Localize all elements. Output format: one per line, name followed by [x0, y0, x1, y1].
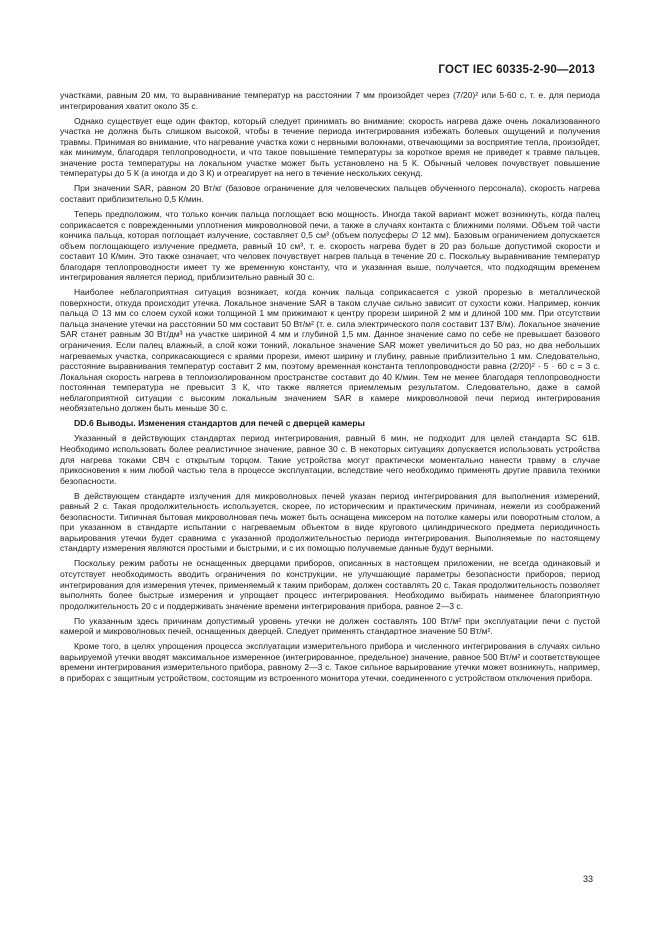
- page-number: 33: [582, 874, 593, 884]
- paragraph: Кроме того, в целях упрощения процесса эксплуатации измерительного прибора и численного интегрирования в случаях сильно варьируемой утечки вводят максимальное измеренное (интегрированное, предельное) значение, равное 500 Вт/м² и соответствующее времени интегрирования измерительного прибора, равному 2—3 с. Такое сильное варьирование утечки может возникнуть, например, в приборах с защитным устройством, состоящим из встроенного монитора утечки, соединенного с устройством отключения прибора.: [60, 641, 600, 683]
- paragraph: Указанный в действующих стандартах период интегрирования, равный 6 мин, не подходит для целей стандарта SC 61B. Необходимо использовать более реалистичное значение, равное 30 с. В некоторых ситуациях допускается использовать устройства для нагрева токами СВЧ с открытым торцом. Такие устройства могут практически моментально нанести травму в случае прикосновения к ним любой частью тела в процессе эксплуатации, вследствие чего необходимо применять другие правила техники безопасности.: [60, 433, 600, 486]
- paragraph: участками, равным 20 мм, то выравнивание температур на расстоянии 7 мм произойдет через (7/20)² или 5·60 с, т. е. для периода интегрирования хватит около 35 с.: [60, 90, 600, 111]
- paragraph: Наиболее неблагоприятная ситуация возникает, когда кончик пальца соприкасается с узкой прорезью в металлической поверхности, откуда происходит утечка. Локальное значение SAR в таком случае сильно зависит от сухости кожи. Например, кончик пальца ∅ 13 мм со слоем сухой кожи толщиной 1 мм прижимают к центру прорези шириной 2 мм и длиной 100 мм. При отсутствии пальца значение утечки на расстоянии 50 мм составит 50 Вт/м² (т. е. сила электрического поля составит 137 В/м). Локальное значение SAR станет равным 30 Вт/дм³ на участке шириной 4 мм и глубиной 1,5 мм. Данное значение само по себе не превышает базового ограничения. Если палец влажный, а слой кожи тонкий, локальное значение SAR может увеличиться до 50 раз, но два небольших нагреваемых участка, соприкасающиеся с краями прорези, имеют ширину и глубину, равные приблизительно 1 мм. Следовательно, расстояние выравнивания температур составит 2 мм, поэтому временная константа теплопроводности равна (2/20)² · 5 · 60 с = 3 с. Локальная скорость нагрева в теплоизолированном пространстве составит до 40 К/мин. Тем не менее благодаря теплопроводности постоянная температура не превысит 3 К, что также является приемлемым результатом. Следовательно, даже в самой неблагоприятной ситуации с высоким локальным значением SAR в камере микроволновой печи период интегрирования необязательно должен быть меньше 30 с.: [60, 287, 600, 414]
- document-code-header: ГОСТ IEC 60335-2-90—2013: [438, 64, 595, 76]
- paragraph: Поскольку режим работы не оснащенных дверцами приборов, описанных в настоящем приложении, не всегда одинаковый и отсутствует необходимость вводить ограничения по конструкции, не улучшающие параметры безопасности приборов, период интегрирования для измерения утечек, применяемый к таким приборам, должен составлять 20 с. Такая продолжительность позволяет выполнять более быстрые измерения и упрощает процесс интегрирования. Необходимо выбирать наименее благоприятную продолжительность 20 с и поддерживать значение времени интегрирования прибора, равное 2—3 с.: [60, 558, 600, 611]
- paragraph: В действующем стандарте излучения для микроволновых печей указан период интегрирования для выполнения измерений, равный 2 с. Такая продолжительность используется, скорее, по историческим и практическим причинам, нежели из соображений безопасности. Типичная бытовая микроволновая печь может быть оснащена миксером на потолке камеры или поворотным столом, а при указанном в стандарте испытании с нагреваемым объектом в виде кругового цилиндрического предмета периодичность варьирования утечки будет сравнима с указанной продолжительностью периода интегрирования. Выполняемые по настоящему стандарту измерения являются простыми и быстрыми, и с их помощью получаемые данные будут верными.: [60, 490, 600, 554]
- section-heading: DD.6 Выводы. Изменения стандартов для печей с дверцей камеры: [74, 418, 365, 429]
- paragraph: Теперь предположим, что только кончик пальца поглощает всю мощность. Иногда такой вариант может возникнуть, когда палец соприкасается с поврежденными уплотнения микроволновой печи, а также в случаях контакта с ближними полями. Объем той части кончика пальца, которая поглощает излучение, составляет 0,5 см³ (объем полусферы ∅ 12 мм). Базовым ограничением допускается объем поглощающего излучение предмета, равный 10 см³, т. е. скорость нагрева будет в 20 раз больше допустимой скорости и составит 10 К/мин. Это также означает, что человек почувствует нагрев пальца в течение 20 с. Поскольку выравнивание температур благодаря теплопроводности имеет ту же временную константу, что и указанная выше, получается, что подходящим временем интегрирования является период, приблизительно равный 30 с.: [60, 208, 600, 283]
- page-body: [60, 90, 600, 688]
- paragraph: При значении SAR, равном 20 Вт/кг (базовое ограничение для человеческих пальцев обученного персонала), скорость нагрева составит приблизительно 0,5 К/мин.: [60, 183, 600, 204]
- paragraph: Однако существует еще один фактор, который следует принимать во внимание: скорость нагрева даже очень локализованного участка не должна быть слишком высокой, чтобы в течение периода интегрирования избежать болевых ощущений и получения травмы. Принимая во внимание, что нагревание участка кожи с нервными волокнами, отвечающими за восприятие тепла, произойдет, как минимум, благодаря теплопроводности, и что такое повышение температуры за короткое время не приведет к травме пальцев, значение роста температуры на локальном участке может быть установлено на 5 К. Обычный человек почувствует повышение температуры до 5 К (а иногда и до 3 К) и отреагирует на него в течение нескольких секунд.: [60, 115, 600, 179]
- paragraph: По указанным здесь причинам допустимый уровень утечки не должен составлять 100 Вт/м² при эксплуатации печи с пустой камерой и микроволновых печей, оснащенных дверцей. Следует применять стандартное значение 50 Вт/м².: [60, 615, 600, 637]
